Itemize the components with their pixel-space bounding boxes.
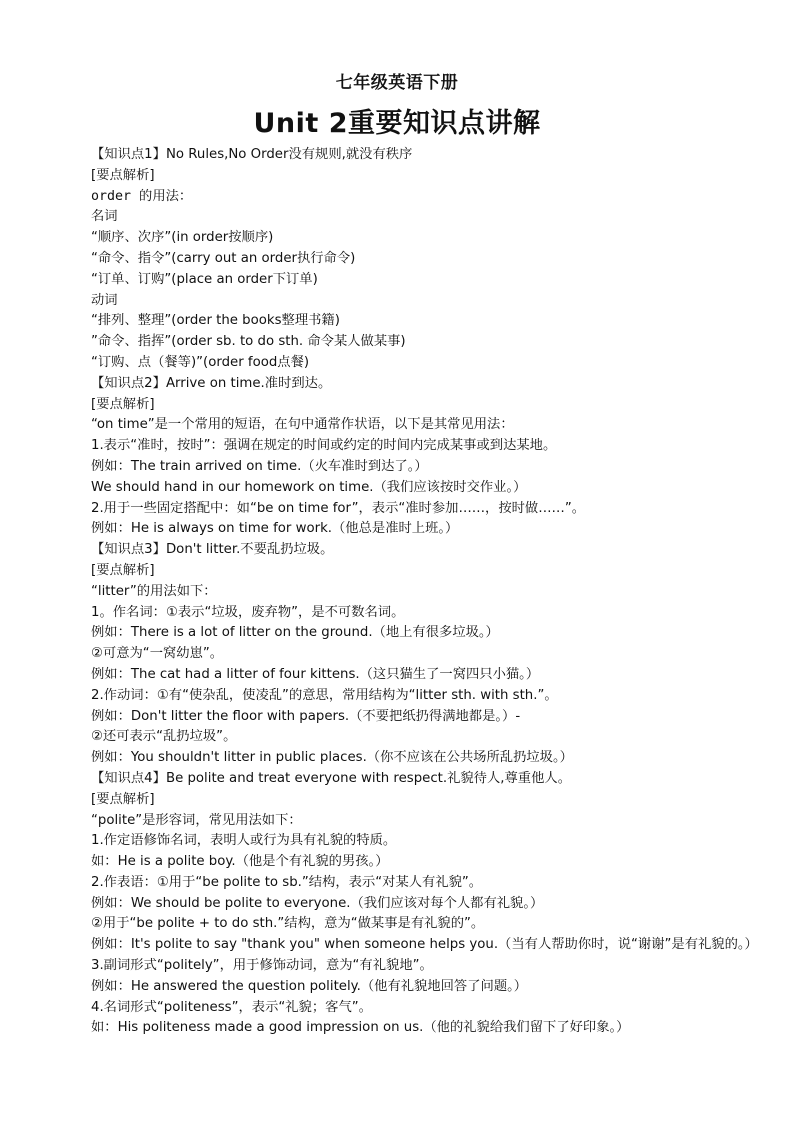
analysis-label: [要点解析] — [91, 791, 155, 807]
section-heading-1: 【知识点1】No Rules,No Order没有规则,就没有秩序 — [91, 147, 413, 162]
text-line: 1.表示“准时，按时”：强调在规定的时间或约定的时间内完成某事或到达某地。 — [91, 438, 557, 454]
text-line: order 的用法： — [91, 188, 193, 204]
example-line: 例如：You shouldn't litter in public places.（你不应该在公共场所乱扔垃圾。） — [91, 750, 573, 766]
example-line: We should hand in our homework on time.（我们应该按时交作业。） — [91, 479, 527, 495]
text-line: “订单、订购”(place an order下订单) — [91, 271, 318, 287]
section-heading-4: 【知识点4】Be polite and treat everyone with respect.礼貌待人,尊重他人。 — [91, 770, 571, 786]
text-line: ②可意为“一窝幼崽”。 — [91, 646, 224, 662]
text-line: ②用于“be polite + to do sth.”结构，意为“做某事是有礼貌的”。 — [91, 916, 485, 932]
text-line: 2.作动词：①有“使杂乱，使凌乱”的意思，常用结构为“litter sth. with sth.”。 — [91, 687, 558, 703]
text-line: “polite”是形容词，常见用法如下： — [91, 812, 302, 828]
analysis-label: [要点解析] — [91, 396, 155, 412]
analysis-label: [要点解析] — [91, 562, 155, 578]
text-line: 2.作表语：①用于“be polite to sb.”结构，表示“对某人有礼貌”。 — [91, 874, 483, 890]
text-line: 3.副词形式“politely”，用于修饰动词，意为“有礼貌地”。 — [91, 958, 433, 974]
document-body — [91, 145, 771, 1039]
text-line: “顺序、次序”(in order按顺序) — [91, 230, 274, 246]
example-line: 如：He is a polite boy.（他是个有礼貌的男孩。） — [91, 854, 389, 870]
analysis-label: [要点解析] — [91, 167, 155, 183]
text-line: 动词 — [91, 292, 118, 308]
text-line: “on time”是一个常用的短语，在句中通常作状语，以下是其常见用法： — [91, 417, 514, 433]
section-heading-2: 【知识点2】Arrive on time.准时到达。 — [91, 375, 332, 391]
example-line: 例如：The train arrived on time.（火车准时到达了。） — [91, 458, 428, 474]
example-line: 例如：We should be polite to everyone.（我们应该对每个人都有礼貌。） — [91, 895, 544, 911]
text-line: “命令、指令”(carry out an order执行命令) — [91, 250, 356, 266]
section-heading-3: 【知识点3】Don't litter.不要乱扔垃圾。 — [91, 542, 334, 558]
text-line: “订购、点（餐等)”(order food点餐) — [91, 354, 310, 370]
example-line: 如：His politeness made a good impression on us.（他的礼貌给我们留下了好印象。） — [91, 1020, 630, 1036]
example-line: 例如：He answered the question politely.（他有礼貌地回答了问题。） — [91, 978, 528, 994]
document-title: Unit 2重要知识点讲解 — [253, 108, 541, 139]
example-line: 例如：Don't litter the floor with papers.（不要把纸扔得满地都是。）- — [91, 708, 521, 724]
example-line: 例如：He is always on time for work.（他总是准时上班。） — [91, 521, 459, 537]
text-line: “litter”的用法如下： — [91, 583, 217, 599]
text-line: ②还可表示“乱扔垃圾”。 — [91, 729, 237, 745]
text-line: 1。作名词：①表示“垃圾，废弃物”，是不可数名词。 — [91, 604, 405, 620]
text-line: 2.用于一些固定搭配中：如“be on time for”，表示“准时参加……，按时做……”。 — [91, 500, 586, 516]
text-line: ”命令、指挥”(order sb. to do sth. 命令某人做某事) — [91, 334, 406, 350]
text-line: 1.作定语修饰名词，表明人或行为具有礼貌的特质。 — [91, 833, 397, 849]
text-line: 4.名词形式“politeness”，表示“礼貌；客气”。 — [91, 999, 372, 1015]
example-line: 例如：The cat had a litter of four kittens.（这只猫生了一窝四只小猫。） — [91, 666, 540, 682]
text-line: “排列、整理”(order the books整理书籍) — [91, 313, 340, 329]
text-line: 名词 — [91, 209, 118, 225]
example-line: 例如：There is a lot of litter on the ground.（地上有很多垃圾。） — [91, 625, 499, 641]
example-line: 例如：It's polite to say "thank you" when someone helps you.（当有人帮助你时，说“谢谢”是有礼貌的。） — [91, 937, 758, 953]
document-subtitle: 七年级英语下册 — [335, 73, 459, 93]
